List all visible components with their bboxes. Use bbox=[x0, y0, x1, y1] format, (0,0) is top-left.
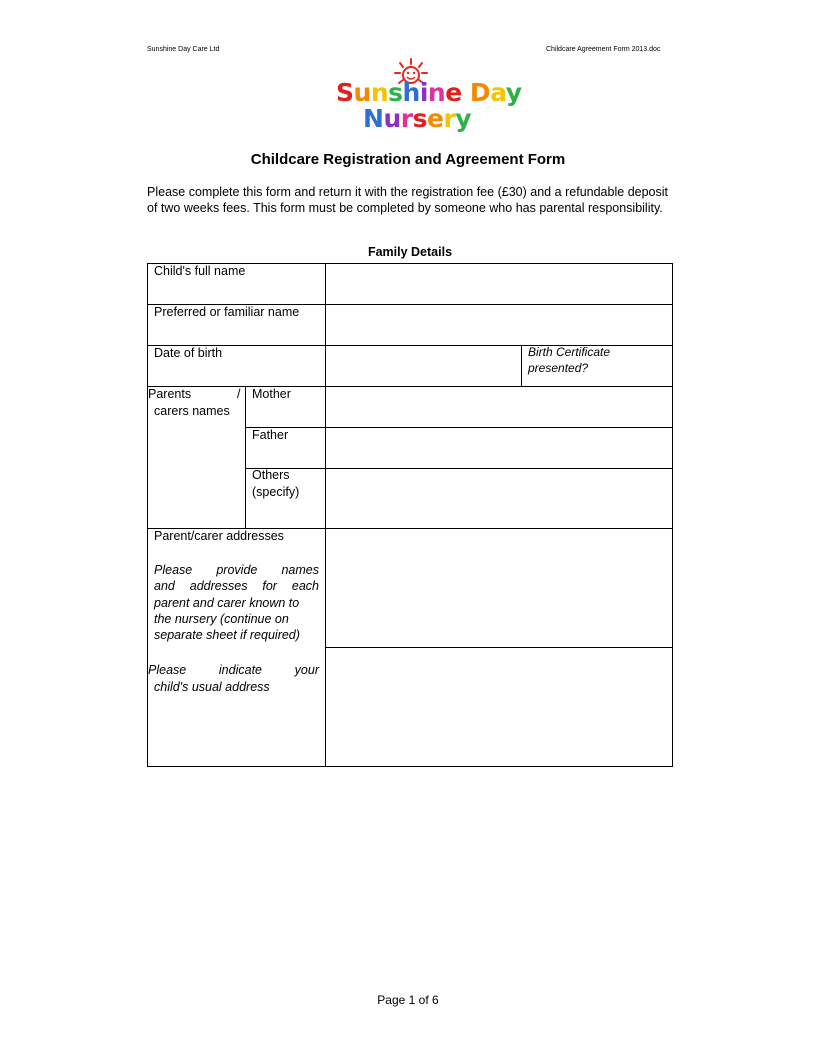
logo-letter: s bbox=[412, 104, 427, 133]
logo-letter: u bbox=[383, 104, 401, 133]
page-title: Childcare Registration and Agreement Form bbox=[250, 151, 566, 168]
section-title: Family Details bbox=[367, 245, 453, 259]
label-mother: Mother bbox=[252, 387, 291, 401]
logo-letter: n bbox=[370, 78, 389, 107]
logo-letter: e bbox=[426, 104, 444, 133]
label-parents-slash: / bbox=[237, 387, 241, 401]
label-parents: Parents bbox=[148, 387, 192, 401]
usual-address-field[interactable] bbox=[326, 648, 672, 766]
logo-letter: r bbox=[443, 104, 456, 133]
page-number: Page 1 of 6 bbox=[377, 993, 439, 1007]
others-field[interactable] bbox=[326, 469, 672, 528]
label-birth-certificate bbox=[528, 344, 610, 376]
carer-addresses-field[interactable] bbox=[326, 529, 672, 647]
logo-line-1 bbox=[336, 78, 522, 107]
logo-letter: S bbox=[336, 78, 354, 107]
logo-letter: N bbox=[363, 104, 384, 133]
childs-full-name-field[interactable] bbox=[326, 264, 672, 304]
logo-letter: a bbox=[490, 78, 506, 107]
addresses-note-line: and addresses for each bbox=[154, 579, 319, 594]
label-carers-names: carers names bbox=[154, 404, 230, 418]
label-childs-full-name: Child's full name bbox=[154, 264, 246, 278]
label-preferred-name: Preferred or familiar name bbox=[154, 305, 300, 319]
header-company: Sunshine Day Care Ltd bbox=[147, 46, 220, 53]
nursery-logo bbox=[334, 58, 522, 138]
addresses-note bbox=[154, 562, 319, 643]
addresses-note-line: Please provide names bbox=[154, 563, 319, 577]
birth-certificate-line-2: presented? bbox=[528, 361, 589, 375]
logo-letter: D bbox=[469, 78, 491, 107]
logo-letter: y bbox=[455, 104, 472, 133]
date-of-birth-field[interactable] bbox=[326, 346, 521, 386]
addresses-note-line: the nursery (continue on bbox=[154, 611, 289, 626]
family-details-form bbox=[147, 263, 673, 767]
addresses-note-line: parent and carer known to bbox=[154, 595, 300, 610]
usual-address-note-line-1: Please indicate your bbox=[148, 663, 319, 677]
logo-letter: s bbox=[388, 78, 403, 107]
logo-letter: n bbox=[427, 78, 446, 107]
logo-letter: e bbox=[445, 78, 462, 107]
preferred-name-field[interactable] bbox=[326, 305, 672, 345]
label-carer-addresses: Parent/carer addresses bbox=[154, 529, 284, 543]
usual-address-note bbox=[148, 662, 319, 696]
intro-paragraph: Please complete this form and return it with the registration fee (£30) and a refundable deposit of two weeks fees. This form must be completed by someone who has parental responsibility. bbox=[147, 185, 668, 215]
mother-field[interactable] bbox=[326, 387, 672, 427]
usual-address-note-line-2: child's usual address bbox=[154, 680, 270, 694]
others-line-1: Others bbox=[252, 468, 290, 482]
header-document-name: Childcare Agreement Form 2013.doc bbox=[546, 46, 661, 53]
label-others bbox=[252, 467, 299, 501]
addresses-note-line: separate sheet if required) bbox=[154, 628, 300, 643]
logo-letter: y bbox=[505, 78, 522, 107]
birth-certificate-line-1: Birth Certificate bbox=[528, 345, 611, 359]
logo-letter: u bbox=[353, 78, 371, 107]
others-line-2: (specify) bbox=[252, 485, 300, 499]
label-date-of-birth: Date of birth bbox=[154, 346, 223, 360]
father-field[interactable] bbox=[326, 428, 672, 468]
logo-letter bbox=[462, 78, 470, 107]
logo-line-2 bbox=[363, 104, 471, 133]
logo-letter: h bbox=[402, 78, 420, 107]
label-father: Father bbox=[252, 428, 289, 442]
logo-letter: r bbox=[400, 104, 413, 133]
logo-letter: i bbox=[419, 78, 428, 107]
